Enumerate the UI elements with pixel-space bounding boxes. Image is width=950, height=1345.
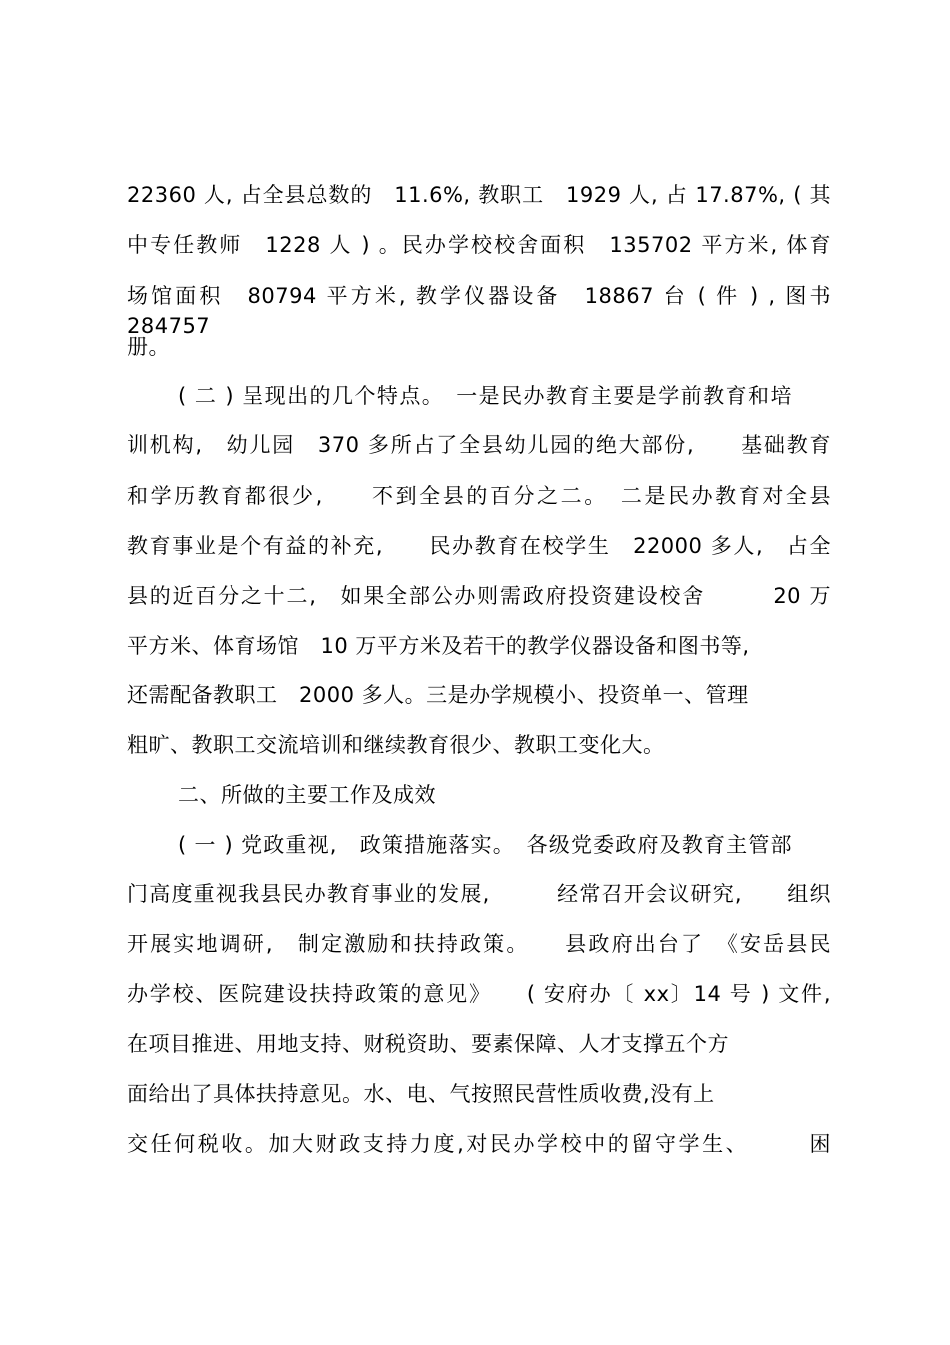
text-line-4: 册。: [127, 335, 170, 359]
text-line-11: 还需配备教职工 2000 多人。三是办学规模小、投资单一、管理: [127, 683, 749, 707]
text-line-1: 22360 人, 占全县总数的 11.6%, 教职工 1929 人, 占 17.87%, ( 其: [127, 183, 831, 207]
text-line-19: 面给出了具体扶持意见。水、电、气按照民营性质收费,没有上: [127, 1082, 715, 1106]
text-line-18: 在项目推进、用地支持、财税资助、要素保障、人才支撑五个方: [127, 1032, 729, 1056]
text-line-14: ( 一 ) 党政重视, 政策措施落实。 各级党委政府及教育主管部: [178, 833, 792, 857]
text-line-2: 中专任教师 1228 人 ) 。民办学校校舍面积 135702 平方米, 体育: [127, 233, 831, 257]
text-line-8: 教育事业是个有益的补充, 民办教育在校学生 22000 多人, 占全: [127, 534, 831, 558]
text-line-16: 开展实地调研, 制定激励和扶持政策。 县政府出台了 《安岳县民: [127, 932, 831, 956]
text-line-5: ( 二 ) 呈现出的几个特点。 一是民办教育主要是学前教育和培: [178, 384, 792, 408]
text-line-17: 办学校、医院建设扶持政策的意见》 ( 安府办〔 xx〕14 号 ) 文件,: [127, 982, 831, 1006]
text-line-7: 和学历教育都很少, 不到全县的百分之二。 二是民办教育对全县: [127, 484, 831, 508]
text-line-10: 平方米、体育场馆 10 万平方米及若干的教学仪器设备和图书等,: [127, 634, 750, 658]
text-line-12: 粗旷、教职工交流培训和继续教育很少、教职工变化大。: [127, 733, 665, 757]
text-line-9: 县的近百分之十二, 如果全部公办则需政府投资建设校舍 20 万: [127, 584, 831, 608]
text-line-3: 场馆面积 80794 平方米, 教学仪器设备 18867 台 ( 件 ) , 图书 284757: [127, 284, 831, 338]
section-heading: 二、所做的主要工作及成效: [178, 783, 436, 807]
text-line-6: 训机构, 幼儿园 370 多所占了全县幼儿园的绝大部份, 基础教育: [127, 433, 831, 457]
text-line-20: 交任何税收。加大财政支持力度,对民办学校中的留守学生、 困: [127, 1132, 831, 1156]
text-line-15: 门高度重视我县民办教育事业的发展, 经常召开会议研究, 组织: [127, 882, 831, 906]
